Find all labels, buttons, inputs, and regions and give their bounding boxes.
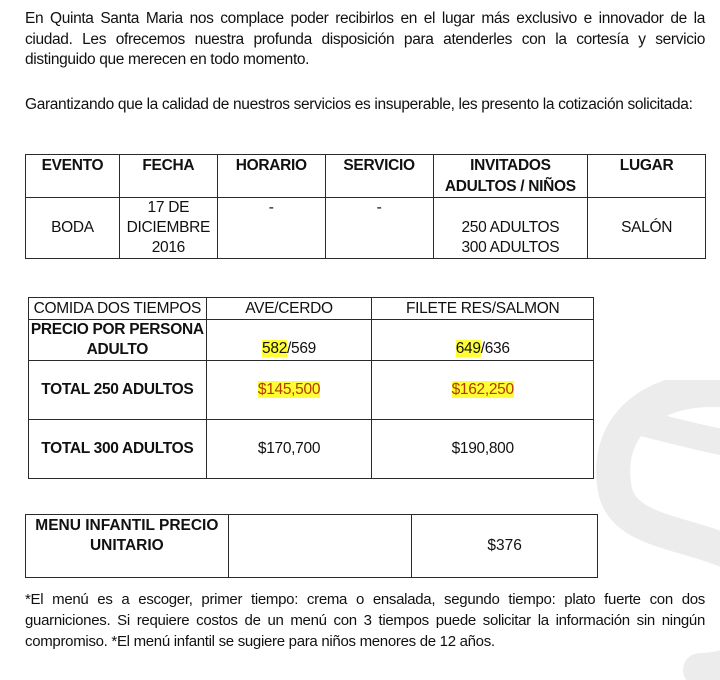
cell-fecha [119,198,217,259]
header-fecha: FECHA [119,155,217,198]
precio-label-line2: ADULTO [86,341,148,358]
header-servicio: SERVICIO [325,155,433,198]
table-row [29,420,594,479]
total-250-filete [372,361,594,420]
event-table-header [26,155,706,198]
total-250-ave [206,361,372,420]
fecha-line2: DICIEMBRE [126,219,211,236]
cell-evento: BODA [26,198,120,259]
header-invitados-line2: ADULTOS / NIÑOS [444,178,576,195]
table-row [29,361,594,420]
precio-filete [372,320,594,361]
precio-filete-highlight: 649 [455,340,481,357]
invitados-line1: 250 ADULTOS [461,219,560,236]
fecha-line1: 17 DE [147,199,190,216]
kids-menu-empty-cell [228,515,412,578]
kids-menu-price: $376 [412,515,598,578]
fecha-line3: 2016 [151,239,185,256]
table-row [26,515,598,578]
table-row [26,198,706,259]
price-table [28,297,594,479]
header-invitados-line1: INVITADOS [470,157,551,174]
quote-intro-paragraph: Garantizando que la calidad de nuestros servicios es insuperable, les presento la cotización solicitada: [25,96,693,113]
table-row [29,320,594,361]
kids-label-line1: MENU INFANTIL PRECIO [35,517,219,534]
precio-ave-rest: /569 [287,340,316,357]
precio-label [29,320,207,361]
total-300-label: TOTAL 300 ADULTOS [29,420,207,479]
cell-horario: - [217,198,325,259]
precio-filete-rest: /636 [480,340,510,357]
footnote: *El menú es a escoger, primer tiempo: crema o ensalada, segundo tiempo: plato fuerte con dos guarniciones. Si requiere costos de un menú con 3 tiempos puede solicitar la información sin ningún compromiso. *El menú infantil se sugiere para niños menores de 12 años. [25,591,705,650]
total-300-filete: $190,800 [372,420,594,479]
cell-lugar: SALÓN [588,198,706,259]
price-table-header [29,298,594,320]
header-comida: COMIDA DOS TIEMPOS [29,298,207,320]
total-300-ave: $170,700 [206,420,372,479]
precio-ave-highlight: 582 [262,340,288,357]
header-lugar: LUGAR [588,155,706,198]
header-invitados [433,155,588,198]
header-filete: FILETE RES/SALMON [372,298,594,320]
header-ave-cerdo: AVE/CERDO [206,298,372,320]
event-details-table [25,154,706,259]
header-evento: EVENTO [26,155,120,198]
intro-paragraph: En Quinta Santa Maria nos complace poder recibirlos en el lugar más exclusivo e innovador de la ciudad. Les ofrecemos nuestra profunda disposición para atenderles con la cortesía y servicio distinguido que merecen en todo momento. [25,10,705,68]
kids-menu-table [25,514,598,578]
cell-invitados [433,198,588,259]
total-250-label: TOTAL 250 ADULTOS [29,361,207,420]
header-horario: HORARIO [217,155,325,198]
total-250-filete-value: $162,250 [451,381,514,398]
invitados-line2: 300 ADULTOS [461,239,560,256]
precio-label-line1: PRECIO POR PERSONA [30,321,204,338]
precio-ave [206,320,372,361]
kids-menu-label [26,515,229,578]
kids-label-line2: UNITARIO [89,537,164,554]
cell-servicio: - [325,198,433,259]
total-250-ave-value: $145,500 [257,381,321,398]
